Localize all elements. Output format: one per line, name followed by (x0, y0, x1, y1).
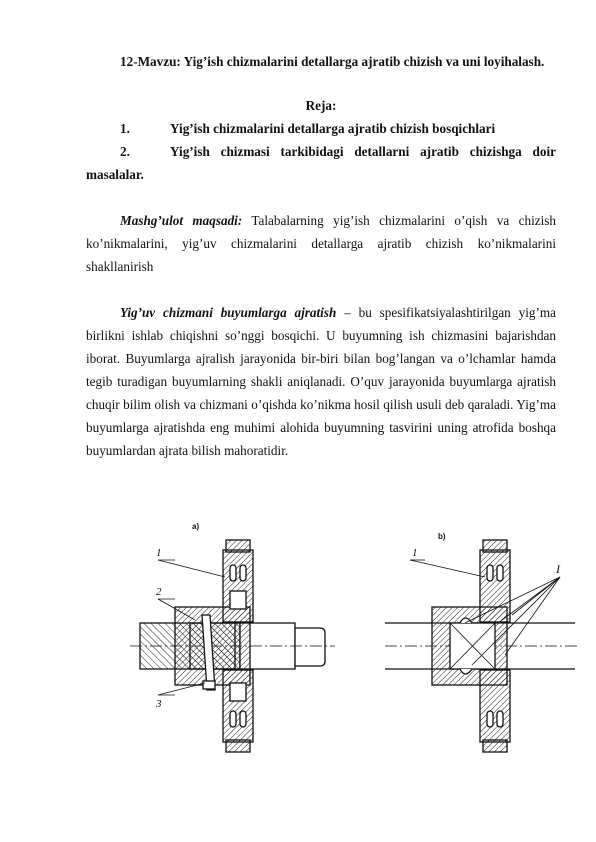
callout-b-1: 1 (412, 547, 418, 559)
document-body (86, 50, 556, 462)
goal-text: Talabalarning yig’ish chizmalarini o’qish va chizish ko’nikmalarini, yig’uv chizmalarini detallarga ajratib chizish ko’nikmalarini shakllanirish (86, 213, 556, 274)
definition-text: – bu spesifikatsiyalashtirilgan yig’ma birlikni ishlab chiqishni so’nggi bosqichi. U buyumning ish chizmasini bajarishdan iborat. Buyumlarga ajralish jarayonida bir-biri bilan bog’langan va o’lchamlar hamda tegib turadigan buyumlarning shakli aniqlanadi. O’quv jarayonida buyumlarga ajratish chuqir bilim olish va chizmani o’qishda ko’nikma hosil qilish usuli deb qaraladi. Yig’ma buyumlarga ajratishda eng muhimi alohida buyumning tasvirini uning atrofida boshqa buyumlardan ajrata bilish mahoratidir. (86, 305, 556, 458)
drawing-b (385, 540, 580, 752)
assembly-figure (120, 515, 580, 815)
definition-label: Yig’uv chizmani buyumlarga ajratish (120, 305, 337, 320)
plan-item-text: Yig’ish chizmasi tarkibidagi detallarni ajratib chizishga doir masalalar. (86, 144, 556, 182)
topic-title: 12-Mavzu: Yig’ish chizmalarini detallarga ajratib chizish va uni loyihalash. (120, 54, 545, 69)
drawing-a (130, 540, 335, 752)
callout-a-1: 1 (156, 547, 162, 559)
assembly-drawing (120, 515, 580, 815)
figure-a-label: a) (192, 522, 200, 531)
goal-paragraph (86, 209, 556, 278)
plan-item-2 (86, 140, 556, 186)
plan-item-1 (86, 117, 556, 140)
callout-a-2: 2 (156, 586, 162, 598)
plan-item-number: 2. (120, 144, 130, 159)
plan-heading: Reja: (305, 98, 337, 113)
goal-label: Mashg’ulot maqsadi: (120, 213, 243, 228)
callout-b-I: I (556, 562, 560, 576)
plan-item-number: 1. (120, 121, 130, 136)
plan-item-text: Yig’ish chizmalarini detallarga ajratib chizish bosqichlari (170, 121, 496, 136)
callout-a-3: 3 (156, 698, 162, 710)
definition-paragraph (86, 301, 556, 462)
figure-b-label: b) (438, 532, 446, 541)
